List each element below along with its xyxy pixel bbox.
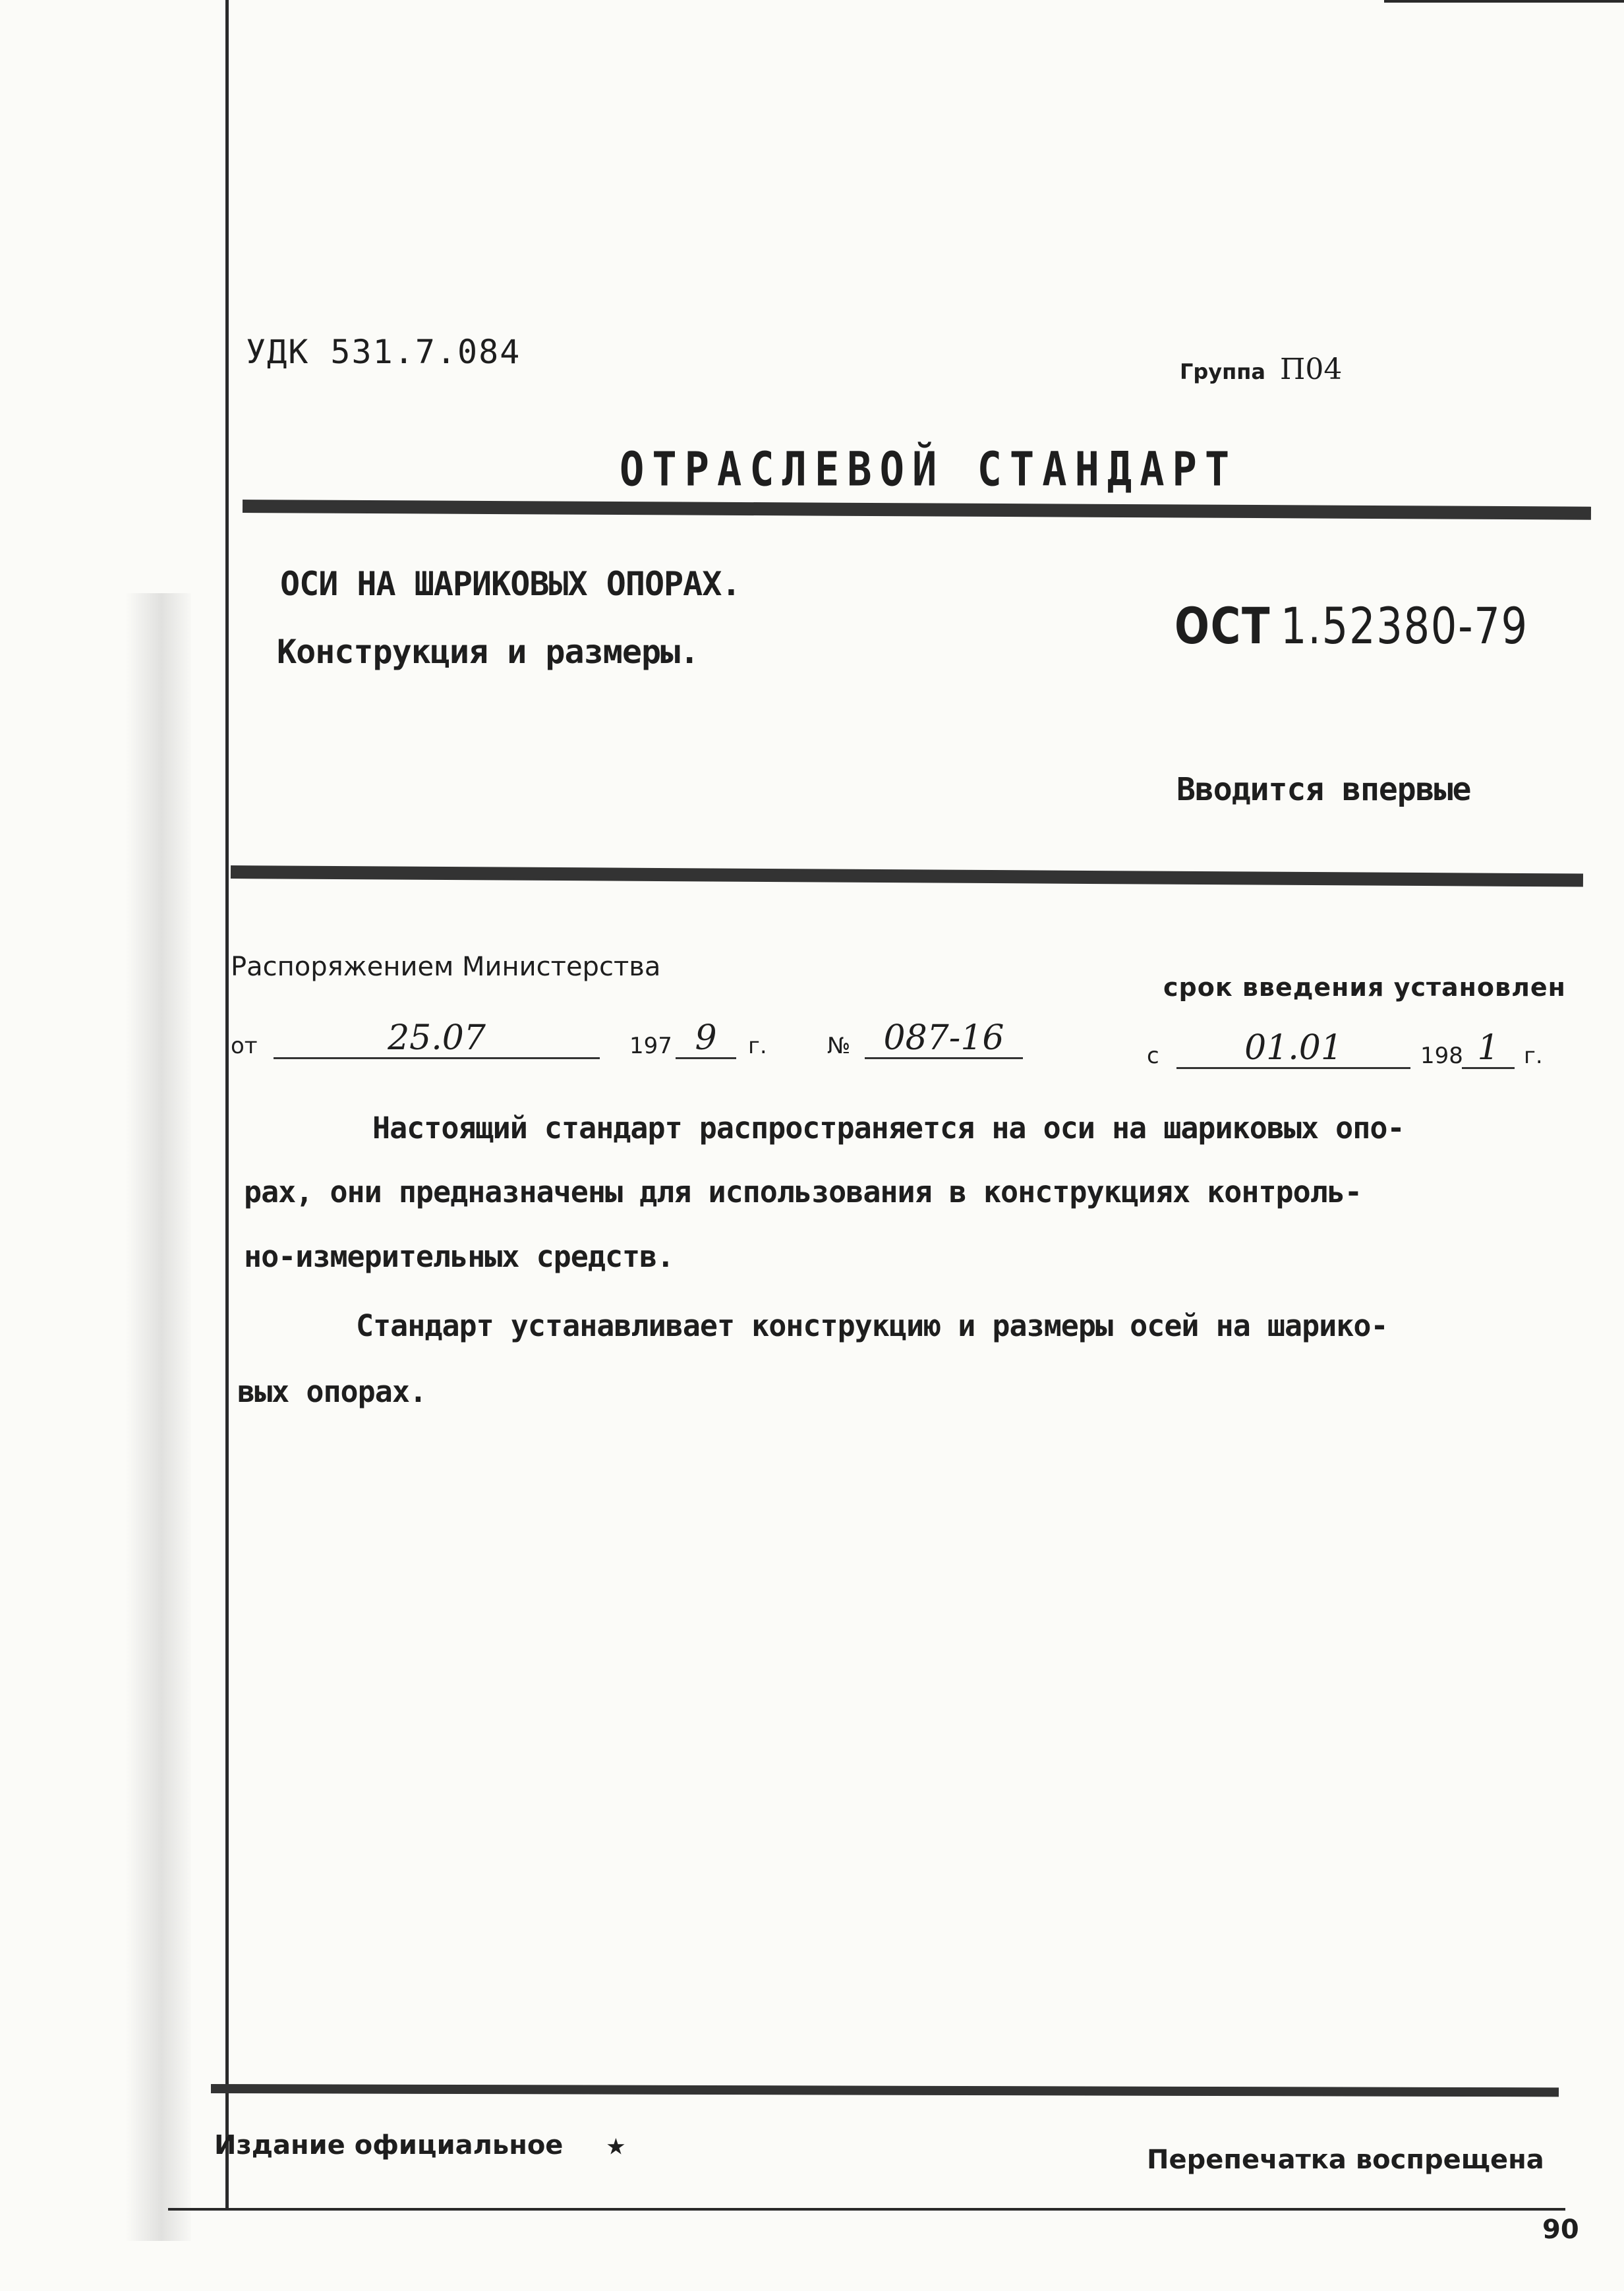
standard-code <box>1174 596 1528 655</box>
order-year-prefix: 197 <box>629 1033 672 1059</box>
order-number: 087-16 <box>865 1019 1023 1059</box>
term-line <box>1147 1028 1582 1074</box>
order-year-suffix: г. <box>748 1033 767 1059</box>
order-from-label: от <box>231 1033 258 1059</box>
standard-number: 1.52380-79 <box>1280 596 1528 655</box>
group-label: Группа <box>1180 359 1265 384</box>
order-date: 25.07 <box>274 1019 600 1059</box>
term-year-prefix: 198 <box>1420 1043 1463 1069</box>
udk-code: УДК 531.7.084 <box>246 333 521 371</box>
paragraph1-line2: рах, они предназначены для использования в конструкциях контроль- <box>244 1174 1362 1209</box>
title-line-2: Конструкция и размеры. <box>277 633 699 671</box>
section-rule <box>231 865 1583 887</box>
scan-shadow <box>125 593 191 2241</box>
order-label: Распоряжением Министерства <box>231 952 661 982</box>
order-line <box>231 1018 1088 1064</box>
reprint-prohibited: Перепечатка воспрещена <box>1147 2145 1544 2175</box>
frame-top-border <box>1384 0 1624 3</box>
term-date: 01.01 <box>1176 1029 1410 1069</box>
page-number: 90 <box>1542 2215 1579 2245</box>
paragraph2-line1: Стандарт устанавливает конструкцию и размеры осей на шарико- <box>356 1308 1388 1343</box>
official-edition: Издание официальное <box>214 2130 564 2160</box>
heading-rule <box>243 500 1591 520</box>
frame-left-border <box>225 0 229 2208</box>
paragraph1-line1: Настоящий стандарт распространяется на оси на шариковых опо- <box>372 1111 1405 1146</box>
frame-bottom-border <box>168 2208 1565 2211</box>
order-number-label: № <box>827 1033 851 1059</box>
star-icon: ★ <box>606 2126 625 2162</box>
group-value: П04 <box>1279 353 1343 386</box>
group-code <box>1180 353 1342 386</box>
document-heading: ОТРАСЛЕВОЙ СТАНДАРТ <box>620 442 1238 497</box>
title-line-1: ОСИ НА ШАРИКОВЫХ ОПОРАХ. <box>280 565 741 603</box>
term-year-suffix: г. <box>1524 1043 1543 1069</box>
paragraph2-line2: вых опорах. <box>237 1374 427 1409</box>
introduced-note: Вводится впервые <box>1176 771 1471 808</box>
order-year-digit: 9 <box>676 1019 736 1059</box>
term-label: срок введения установлен <box>1163 973 1566 1002</box>
paragraph1-line3: но-измерительных средств. <box>244 1239 674 1274</box>
term-year-digit: 1 <box>1462 1029 1515 1069</box>
standard-prefix: ОСТ <box>1174 596 1271 655</box>
term-from-label: с <box>1147 1043 1159 1069</box>
footer-rule <box>211 2084 1559 2097</box>
